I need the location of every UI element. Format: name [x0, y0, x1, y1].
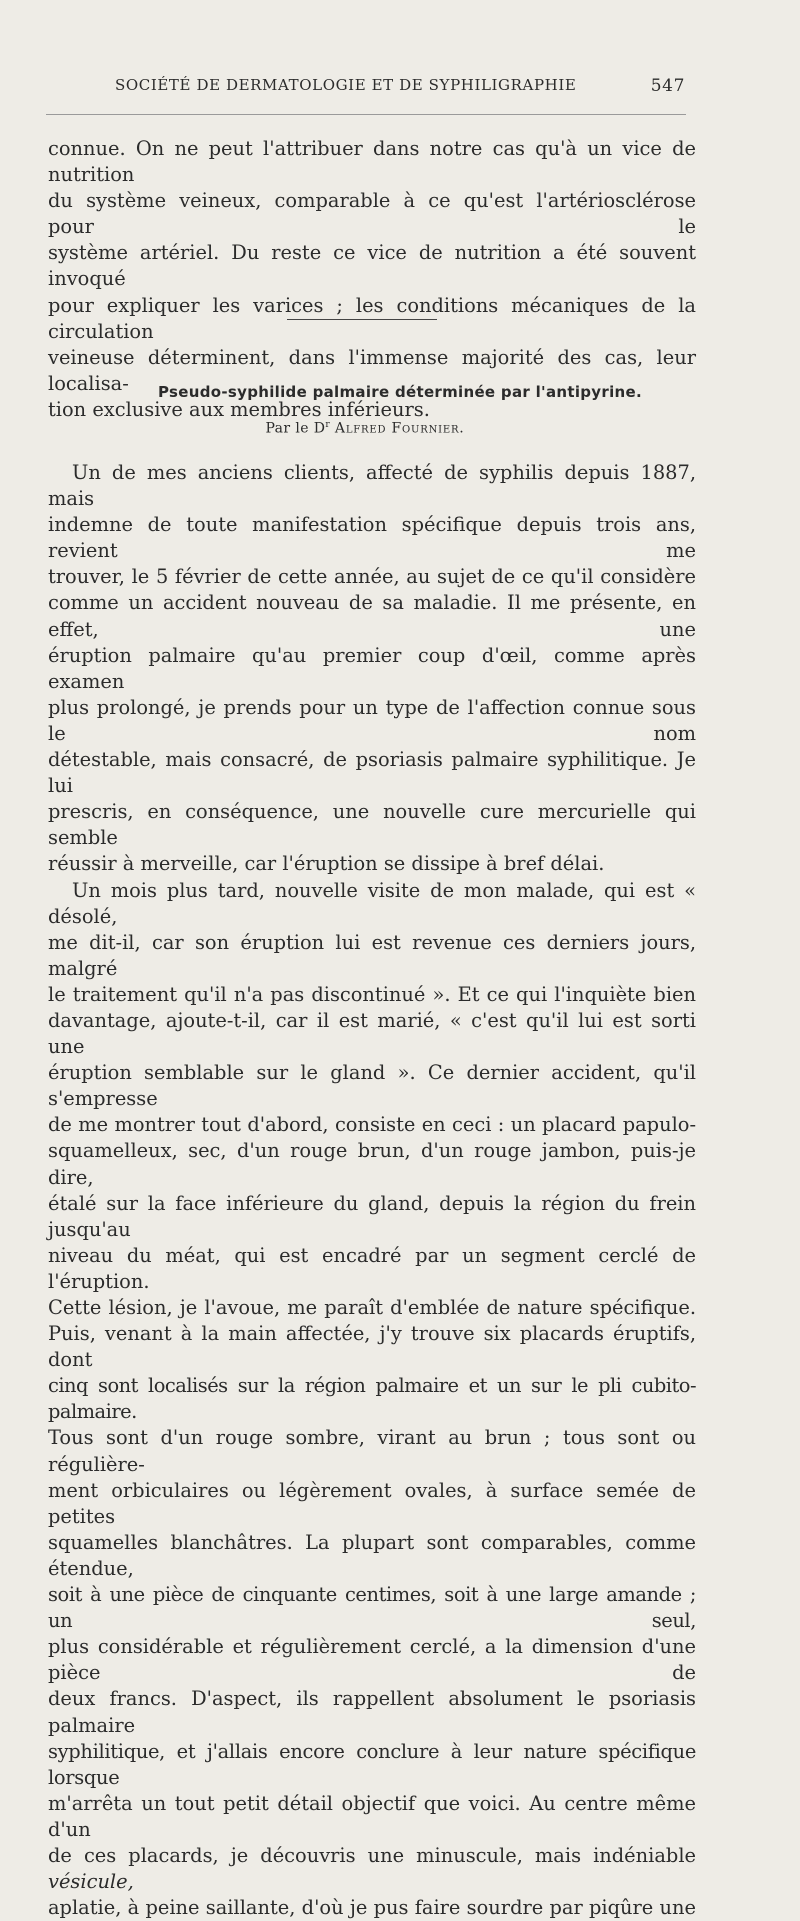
- text-line: Un de mes anciens clients, affecté de syphilis depuis 1887, mais: [48, 460, 696, 512]
- text-line: éruption semblable sur le gland ». Ce dernier accident, qu'il s'empresse: [48, 1060, 696, 1112]
- text-line: me dit-il, car son éruption lui est revenue ces derniers jours, malgré: [48, 930, 696, 982]
- header-rule: [46, 114, 686, 115]
- page-number: 547: [651, 76, 685, 96]
- text-line: éruption palmaire qu'au premier coup d'œil, comme après examen: [48, 643, 696, 695]
- text-line: plus prolongé, je prends pour un type de l'affection connue sous le nom: [48, 695, 696, 747]
- text-line: davantage, ajoute-t-il, car il est marié, « c'est qu'il lui est sorti une: [48, 1008, 696, 1060]
- text-line: m'arrêta un tout petit détail objectif que voici. Au centre même d'un: [48, 1791, 696, 1843]
- text-line: système artériel. Du reste ce vice de nutrition a été souvent invoqué: [48, 240, 696, 292]
- text-line: pour expliquer les varices ; les conditions mécaniques de la circulation: [48, 293, 696, 345]
- text-line: Tous sont d'un rouge sombre, virant au brun ; tous sont ou régulière-: [48, 1425, 696, 1477]
- byline-prefix: Par le D: [265, 421, 325, 437]
- text-line: Un mois plus tard, nouvelle visite de mon malade, qui est « désolé,: [48, 878, 696, 930]
- paragraph-2: [48, 878, 696, 1921]
- text-line: cinq sont localisés sur la région palmaire et un sur le pli cubito-palmaire.: [48, 1373, 696, 1425]
- byline-sup: r: [325, 420, 330, 430]
- text-line: prescris, en conséquence, une nouvelle cure mercurielle qui semble: [48, 799, 696, 851]
- text-line: ment orbiculaires ou légèrement ovales, à surface semée de petites: [48, 1478, 696, 1530]
- text-line: étalé sur la face inférieure du gland, depuis la région du frein jusqu'au: [48, 1191, 696, 1243]
- text-line: squamelleux, sec, d'un rouge brun, d'un rouge jambon, puis-je dire,: [48, 1138, 696, 1190]
- byline: [0, 420, 730, 437]
- text-line: comme un accident nouveau de sa maladie. Il me présente, en effet, une: [48, 590, 696, 642]
- text-line: syphilitique, et j'allais encore conclure à leur nature spécifique lorsque: [48, 1739, 696, 1791]
- text-line: squamelles blanchâtres. La plupart sont comparables, comme étendue,: [48, 1530, 696, 1582]
- text-line: tion exclusive aux membres inférieurs.: [48, 397, 696, 423]
- text-line: Cette lésion, je l'avoue, me paraît d'emblée de nature spécifique.: [48, 1295, 696, 1321]
- text-line-with-italic: [48, 1843, 696, 1895]
- intro-paragraph: [48, 136, 696, 423]
- text-line: réussir à merveille, car l'éruption se dissipe à bref délai.: [48, 851, 696, 877]
- text-line: niveau du méat, qui est encadré par un segment cerclé de l'éruption.: [48, 1243, 696, 1295]
- text-line: le traitement qu'il n'a pas discontinué ». Et ce qui l'inquiète bien: [48, 982, 696, 1008]
- text-line: trouver, le 5 février de cette année, au sujet de ce qu'il considère: [48, 564, 696, 590]
- text-line: Puis, venant à la main affectée, j'y trouve six placards éruptifs, dont: [48, 1321, 696, 1373]
- article-title: Pseudo-syphilide palmaire déterminée par l'antipyrine.: [0, 383, 800, 401]
- text-line: soit à une pièce de cinquante centimes, soit à une large amande ; un seul,: [48, 1582, 696, 1634]
- text-line: de me montrer tout d'abord, consiste en ceci : un placard papulo-: [48, 1112, 696, 1138]
- text-line: détestable, mais consacré, de psoriasis palmaire syphilitique. Je lui: [48, 747, 696, 799]
- text-line: aplatie, à peine saillante, d'où je pus faire sourdre par piqûre une: [48, 1895, 696, 1921]
- author-name: Alfred Fournier.: [335, 421, 465, 437]
- running-title: SOCIÉTÉ DE DERMATOLOGIE ET DE SYPHILIGRAPHIE: [115, 76, 576, 94]
- text-line: deux francs. D'aspect, ils rappellent absolument le psoriasis palmaire: [48, 1686, 696, 1738]
- text-fragment: de ces placards, je découvris une minuscule, mais indéniable: [48, 1844, 696, 1867]
- text-line: veineuse déterminent, dans l'immense majorité des cas, leur localisa-: [48, 345, 696, 397]
- section-separator: [287, 319, 437, 320]
- paragraph-1: [48, 460, 696, 878]
- text-line: indemne de toute manifestation spécifique depuis trois ans, revient me: [48, 512, 696, 564]
- article-body: [48, 460, 696, 1921]
- text-line: connue. On ne peut l'attribuer dans notre cas qu'à un vice de nutrition: [48, 136, 696, 188]
- text-line: du système veineux, comparable à ce qu'est l'artériosclérose pour le: [48, 188, 696, 240]
- italic-term: vésicule,: [48, 1870, 134, 1893]
- text-line: plus considérable et régulièrement cerclé, a la dimension d'une pièce de: [48, 1634, 696, 1686]
